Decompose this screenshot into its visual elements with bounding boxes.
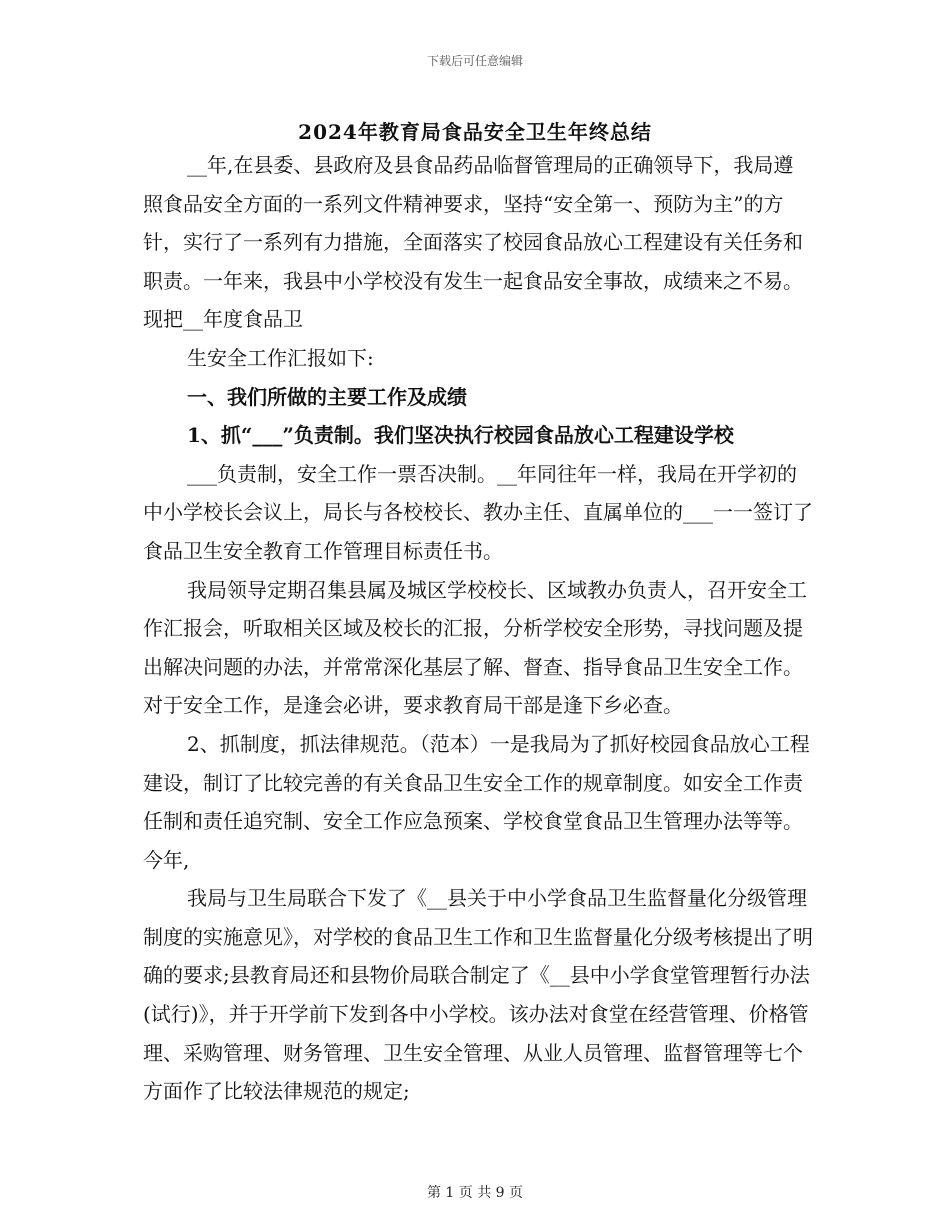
paragraph-joint-documents: 我局与卫生局联合下发了《__县关于中小学食品卫生监督量化分级管理制度的实施意见》，对学校的食品卫生工作和卫生监督量化分级考核提出了明确的要求;县教育局还和县物价局联合制定了《__县中小学食堂管理暂行办法(试行)》，并于开学前下发到各中小学校。该办法对食堂在经营管理、价格管理、采购管理、财务管理、卫生安全管理、从业人员管理、监督管理等七个方面作了比较法律规范的规定;	[143, 886, 813, 1104]
page-header: 下载后可任意编辑	[426, 54, 523, 68]
paragraph-responsibility: ___负责制，安全工作一票否决制。__年同往年一样，我局在开学初的中小学校长会议上，局长与各校校长、教办主任、直属单位的___一一签订了食品卫生安全教育工作管理目标责任书。	[143, 461, 813, 563]
paragraph-regulations: 2、抓制度，抓法律规范。（范本）一是我局为了抓好校园食品放心工程建设，制订了比较完善的有关食品卫生安全工作的规章制度。如安全工作责任制和责任追究制、安全工作应急预案、学校食堂食品卫生管理办法等等。今年,	[143, 731, 810, 872]
document-body	[143, 146, 813, 1111]
document-title: 2024年教育局食品安全卫生年终总结	[298, 120, 652, 144]
page-footer: 第 1 页 共 9 页	[426, 1185, 524, 1201]
section-heading-1: 一、我们所做的主要工作及成绩	[187, 384, 467, 409]
paragraph-intro-cont: 生安全工作汇报如下:	[187, 345, 374, 370]
paragraph-intro: __年,在县委、县政府及县食品药品临督管理局的正确领导下，我局遵照食品安全方面的一系列文件精神要求，坚持“安全第一、预防为主”的方针，实行了一系列有力措施，全面落实了校园食品放心工程建设有关任务和职责。一年来，我县中小学校没有发生一起食品安全事故，成绩来之不易。现把__年度食品卫	[143, 153, 803, 332]
subsection-heading-1: 1、抓“___”负责制。我们坚决执行校园食品放心工程建设学校	[187, 423, 734, 448]
paragraph-leadership: 我局领导定期召集县属及城区学校校长、区域教办负责人，召开安全工作汇报会，听取相关区域及校长的汇报，分析学校安全形势，寻找问题及提出解决问题的办法，并常常深化基层了解、督查、指导食品卫生安全工作。对于安全工作，是逢会必讲，要求教育局干部是逢下乡必查。	[143, 577, 807, 718]
